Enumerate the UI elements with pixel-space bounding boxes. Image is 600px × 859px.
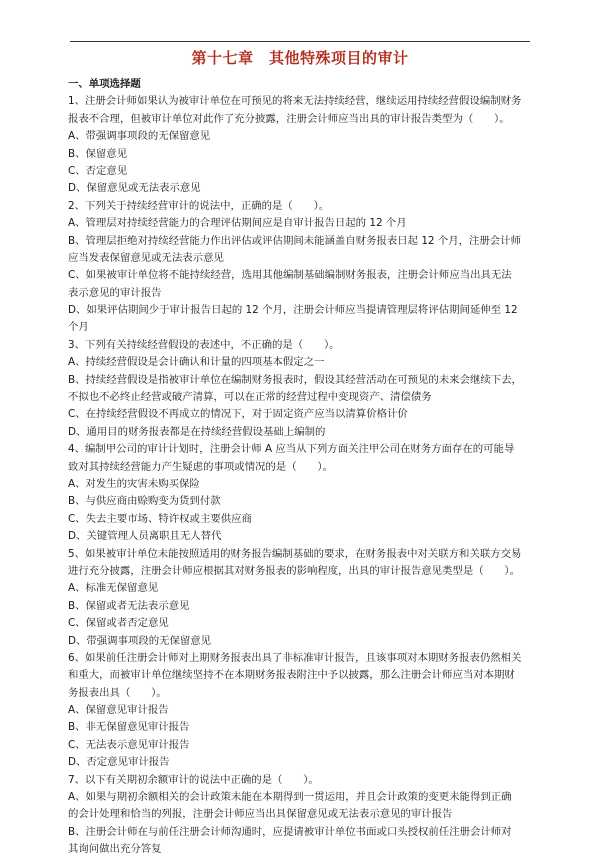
text-line: B、持续经营假设是指被审计单位在编制财务报表时，假设其经营活动在可预见的未来会继续下去， — [68, 373, 522, 386]
text-line: A、对发生的灾害未购买保险 — [68, 477, 200, 490]
text-line: 致对其持续经营能力产生疑虑的事项或情况的是（ ）。 — [68, 460, 333, 473]
text-line: 和重大，而被审计单位继续坚持不在本期财务报表附注中予以披露，那么注册会计师应当对本期财 — [68, 669, 515, 682]
text-line: B、保留意见 — [68, 147, 128, 160]
text-line: 表示意见的审计报告 — [68, 286, 162, 299]
text-line: C、失去主要市场、特许权或主要供应商 — [68, 512, 252, 525]
text-line: 6、如果前任注册会计师对上期财务报表出具了非标准审计报告，且该事项对本期财务报表仍然相关 — [68, 651, 522, 664]
text-line: C、在持续经营假设不再成立的情况下，对于固定资产应当以清算价格计价 — [68, 408, 408, 421]
text-line: A、持续经营假设是会计确认和计量的四项基本假定之一 — [68, 356, 325, 369]
text-line: A、标准无保留意见 — [68, 582, 159, 595]
text-line: D、关键管理人员离职且无人替代 — [68, 530, 222, 543]
text-line: 7、以下有关期初余额审计的说法中正确的是（ ）。 — [68, 773, 319, 786]
text-line: D、带强调事项段的无保留意见 — [68, 634, 212, 647]
text-line: C、保留或者否定意见 — [68, 617, 169, 630]
text-line: A、管理层对持续经营能力的合理评估期间应是自审计报告日起的 12 个月 — [68, 217, 407, 230]
text-line: 4、编制甲公司的审计计划时，注册会计师 A 应当从下列方面关注甲公司在财务方面存在的可能导 — [68, 443, 515, 456]
text-line: A、如果与期初余额相关的会计政策未能在本期得到一贯运用，并且会计政策的变更未能得到正确 — [68, 791, 512, 804]
question-body — [68, 76, 538, 859]
text-line: 个月 — [68, 321, 89, 334]
text-line: D、如果评估期间少于审计报告日起的 12 个月，注册会计师应当提请管理层将评估期间延伸至 12 — [68, 304, 518, 317]
text-line: 的会计处理和恰当的列报，注册会计师应当出具保留意见或无法表示意见的审计报告 — [68, 808, 453, 821]
text-line: 5、如果被审计单位未能按照适用的财务报告编制基础的要求，在财务报表中对关联方和关联方交易 — [68, 547, 522, 560]
text-line: 1、注册会计师如果认为被审计单位在可预见的将来无法持续经营，继续运用持续经营假设编制财务 — [68, 95, 522, 108]
text-line: B、保留或者无法表示意见 — [68, 599, 190, 612]
text-line: D、否定意见审计报告 — [68, 756, 170, 769]
section-heading: 一、单项选择题 — [68, 78, 141, 90]
text-line: 其询问做出充分答复 — [68, 843, 162, 856]
text-line: A、保留意见审计报告 — [68, 704, 169, 717]
chapter-title: 第十七章 其他特殊项目的审计 — [191, 49, 409, 67]
text-line: A、带强调事项段的无保留意见 — [68, 130, 211, 143]
text-line: 报表不合理，但被审计单位对此作了充分披露，注册会计师应当出具的审计报告类型为（ ）。 — [68, 112, 510, 125]
text-line: 应当发表保留意见或无法表示意见 — [68, 251, 224, 264]
text-line: 进行充分披露，注册会计师应根据其对财务报表的影响程度，出具的审计报告意见类型是（ ）。 — [68, 564, 520, 577]
text-line: B、非无保留意见审计报告 — [68, 721, 190, 734]
text-line: B、与供应商由赊购变为货到付款 — [68, 495, 221, 508]
text-line: D、通用目的财务报表都是在持续经营假设基础上编制的 — [68, 425, 326, 438]
text-line: B、注册会计师在与前任注册会计师沟通时，应提请被审计单位书面或口头授权前任注册会计师对 — [68, 825, 512, 838]
text-line: C、无法表示意见审计报告 — [68, 738, 190, 751]
text-line: C、否定意见 — [68, 164, 128, 177]
text-line: 务报表出具（ ）。 — [68, 686, 167, 699]
text-line: 2、下列关于持续经营审计的说法中，正确的是（ ）。 — [68, 199, 330, 212]
text-line: B、管理层拒绝对持续经营能力作出评估或评估期间未能涵盖自财务报表日起 12 个月，注册会计师 — [68, 234, 521, 247]
text-line: 3、下列有关持续经营假设的表述中，不正确的是（ ）。 — [68, 338, 340, 351]
text-line: 不拟也不必终止经营或破产清算，可以在正常的经营过程中变现资产、清偿债务 — [68, 391, 432, 404]
text-line: C、如果被审计单位将不能持续经营，选用其他编制基础编制财务报表，注册会计师应当出具无法 — [68, 269, 512, 282]
header-rule — [70, 41, 530, 42]
text-line: D、保留意见或无法表示意见 — [68, 182, 201, 195]
